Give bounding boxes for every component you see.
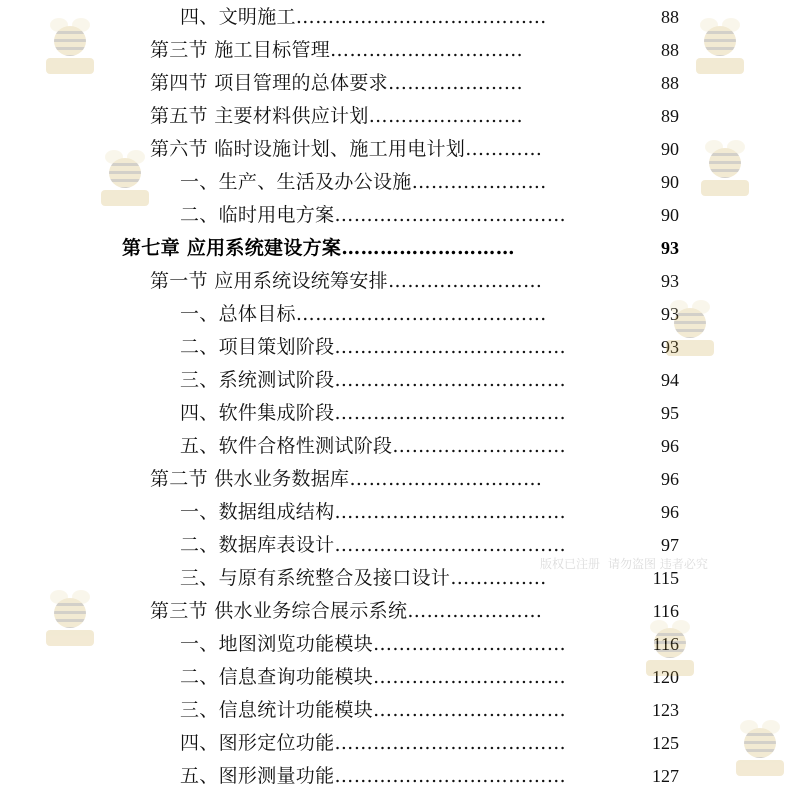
toc-page-number: 88: [661, 40, 679, 60]
toc-page-number: 90: [661, 172, 679, 192]
toc-page-number: 93: [661, 304, 679, 324]
toc-item-row: [0, 166, 800, 199]
toc-page-number: 116: [652, 634, 679, 654]
toc-entry-label: 五、软件合格性测试阶段………………………: [180, 435, 567, 457]
toc-entry-label: 第二节 供水业务数据库…………………………: [150, 468, 543, 490]
toc-page-number: 93: [661, 238, 679, 258]
toc-page-number: 88: [661, 7, 679, 27]
toc-item-row: [0, 496, 800, 529]
toc-entry-label: 一、总体目标…………………………………: [180, 303, 547, 325]
toc-item-row: [0, 331, 800, 364]
toc-page-number: 97: [661, 535, 679, 555]
toc-section-row: [0, 34, 800, 67]
toc-section-row: [0, 265, 800, 298]
toc-item-row: [0, 760, 800, 793]
toc-section-row: [0, 133, 800, 166]
toc-entry-label: 第三节 施工目标管理…………………………: [150, 39, 524, 61]
watermark-notice: 版权已注册: [540, 557, 601, 571]
toc-item-row: [0, 529, 800, 562]
toc-page-number: 90: [661, 205, 679, 225]
toc-page-number: 116: [652, 601, 679, 621]
toc-item-row: [0, 628, 800, 661]
toc-page-number: 89: [661, 106, 679, 126]
toc-entry-label: 四、图形定位功能………………………………: [180, 732, 567, 754]
toc-item-row: [0, 430, 800, 463]
toc-entry-label: 二、项目策划阶段………………………………: [180, 336, 567, 358]
toc-entry-label: 二、数据库表设计………………………………: [180, 534, 567, 556]
toc-section-row: [0, 67, 800, 100]
toc-item-row: [0, 562, 800, 595]
toc-page-number: 115: [652, 568, 679, 588]
toc-entry-label: 一、地图浏览功能模块…………………………: [180, 633, 567, 655]
toc-entry-label: 一、生产、生活及办公设施…………………: [180, 171, 547, 193]
toc-page-number: 95: [661, 403, 679, 423]
toc-page-number: 96: [661, 469, 679, 489]
toc-page-number: 123: [652, 700, 679, 720]
toc-page-number: 127: [652, 766, 679, 786]
toc-page-number: 120: [652, 667, 679, 687]
toc-page-number: 96: [661, 502, 679, 522]
toc-entry-label: 第四节 项目管理的总体要求…………………: [150, 72, 524, 94]
toc-section-row: [0, 595, 800, 628]
toc-page-number: 93: [661, 337, 679, 357]
toc-entry-label: 一、数据组成结构………………………………: [180, 501, 567, 523]
toc-entry-label: 三、信息统计功能模块…………………………: [180, 699, 567, 721]
toc-entry-label: 第一节 应用系统设统筹安排……………………: [150, 270, 543, 292]
toc-entry-label: 第七章 应用系统建设方案………………………: [122, 237, 515, 259]
toc-item-row: [0, 199, 800, 232]
toc-entry-label: 四、软件集成阶段………………………………: [180, 402, 567, 424]
toc-page-number: 88: [661, 73, 679, 93]
toc-entry-label: 第六节 临时设施计划、施工用电计划…………: [150, 138, 543, 160]
toc-page-number: 125: [652, 733, 679, 753]
toc-item-row: [0, 661, 800, 694]
toc-item-row: [0, 364, 800, 397]
toc-section-row: [0, 463, 800, 496]
toc-item-row: [0, 727, 800, 760]
toc-entry-label: 第三节 供水业务综合展示系统…………………: [150, 600, 543, 622]
toc-entry-label: 四、文明施工…………………………………: [180, 6, 547, 28]
watermark-notice: 请勿盗图 违者必究: [608, 557, 708, 571]
toc-page-number: 96: [661, 436, 679, 456]
toc-item-row: [0, 397, 800, 430]
toc-page-number: 93: [661, 271, 679, 291]
toc-entry-label: 三、与原有系统整合及接口设计……………: [180, 567, 547, 589]
toc-item-row: [0, 298, 800, 331]
toc-item-row: [0, 694, 800, 727]
toc-item-row: [0, 1, 800, 34]
toc-entry-label: 三、系统测试阶段………………………………: [180, 369, 567, 391]
toc-page-number: 90: [661, 139, 679, 159]
toc-entry-label: 五、图形测量功能………………………………: [180, 765, 567, 787]
toc-entry-label: 二、信息查询功能模块…………………………: [180, 666, 567, 688]
toc-entry-label: 第五节 主要材料供应计划……………………: [150, 105, 524, 127]
toc-section-row: [0, 100, 800, 133]
toc-page-number: 94: [661, 370, 679, 390]
toc-entry-label: 二、临时用电方案………………………………: [180, 204, 567, 226]
toc-chapter-row: [0, 232, 800, 265]
